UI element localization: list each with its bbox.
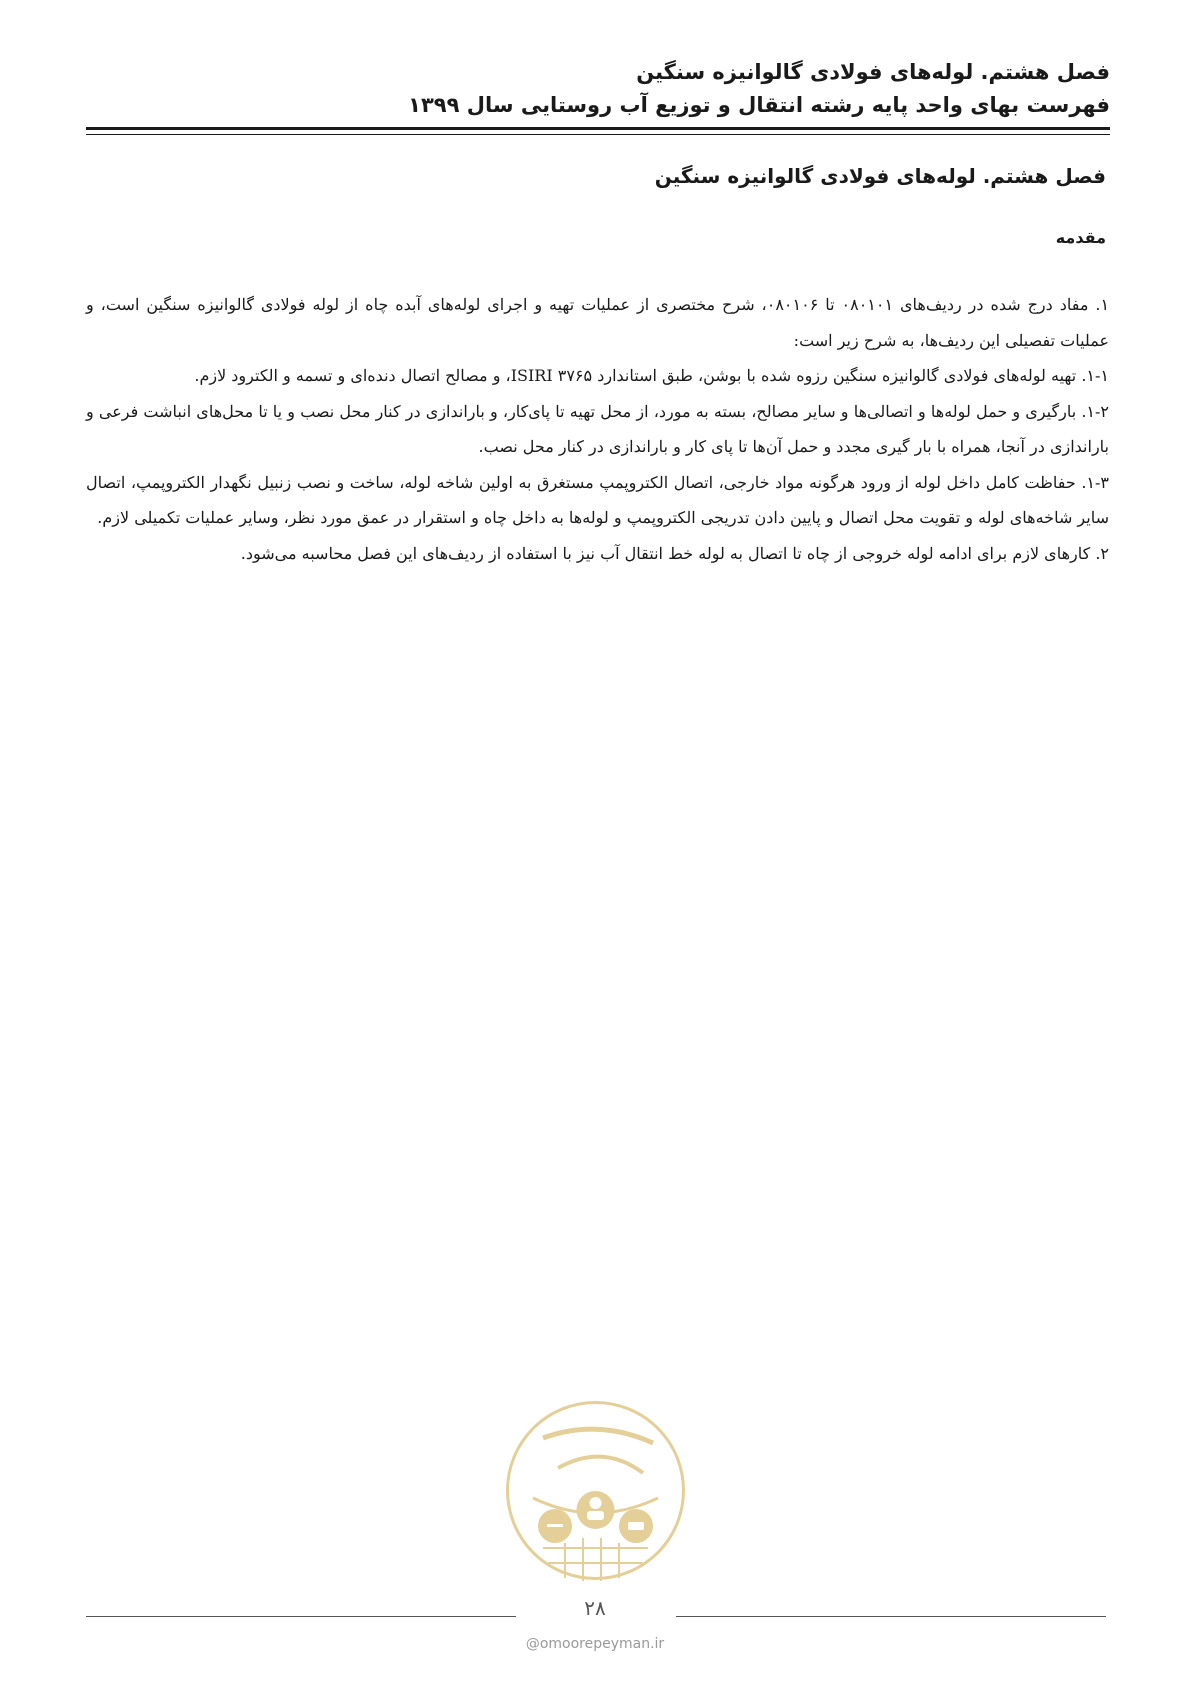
header-rule-thick: [86, 127, 1110, 130]
paragraph-1-2: ۱-۲. بارگیری و حمل لوله‌ها و اتصالی‌ها و سایر مصالح، بسته به مورد، از محل تهیه تا پای‌کار، و باراندازی در کنار محل نصب و یا تا محل‌های انباشت فرعی و باراندازی در آنجا، همراه با بار گیری مجدد و حمل آن‌ها تا پای کار و باراندازی در کنار محل نصب.: [86, 401, 1109, 456]
footer-rule-left: [86, 1616, 516, 1617]
paragraph-1: ۱. مفاد درج شده در ردیف‌های ۰۸۰۱۰۱ تا ۰۸۰۱۰۶، شرح مختصری از عملیات تهیه و اجرای لوله‌های آبده چاه از لوله فولادی گالوانیزه سنگین است، و عملیات تفصیلی این ردیف‌ها، به شرح زیر است:: [86, 295, 1110, 350]
introduction-heading: مقدمه: [1055, 228, 1106, 247]
running-header: [86, 56, 1110, 122]
watermark-logo: [503, 1398, 688, 1583]
section-title: فصل هشتم. لوله‌های فولادی گالوانیزه سنگین: [654, 164, 1106, 188]
header-document-title: فهرست بهای واحد پایه رشته انتقال و توزیع آب روستایی سال ۱۳۹۹: [408, 93, 1110, 117]
paragraph-2: ۲. کارهای لازم برای ادامه لوله خروجی از چاه تا اتصال به لوله خط انتقال آب نیز با استفاده از ردیف‌های این فصل محاسبه می‌شود.: [240, 543, 1109, 563]
paragraph-1-1: ۱-۱. تهیه لوله‌های فولادی گالوانیزه سنگین رزوه شده با بوشن، طبق استاندارد ISIRI ۳۷۶۵، و مصالح اتصال دنده‌ای و تسمه و الکترود لازم.: [194, 366, 1109, 385]
header-chapter-title: فصل هشتم. لوله‌های فولادی گالوانیزه سنگین: [636, 60, 1110, 84]
paragraph-1-3: ۱-۳. حفاظت کامل داخل لوله از ورود هرگونه مواد خارجی، اتصال الکتروپمپ مستغرق به اولین شاخه لوله، ساخت و نصب زنبیل نگهدار الکتروپمپ، اتصال سایر شاخه‌های لوله و تقویت محل اتصال و پایین دادن تدریجی الکتروپمپ و لوله‌ها به داخل چاه و استقرار در عمق مورد نظر، وسایر عملیات تکمیلی لازم.: [86, 472, 1109, 527]
watermark-url: @omoorepeyman.ir: [525, 1636, 665, 1652]
footer-rule-right: [676, 1616, 1106, 1617]
header-rule-thin: [86, 134, 1110, 135]
body-text: [86, 287, 1109, 571]
page-number: ۲۸: [584, 1596, 606, 1620]
